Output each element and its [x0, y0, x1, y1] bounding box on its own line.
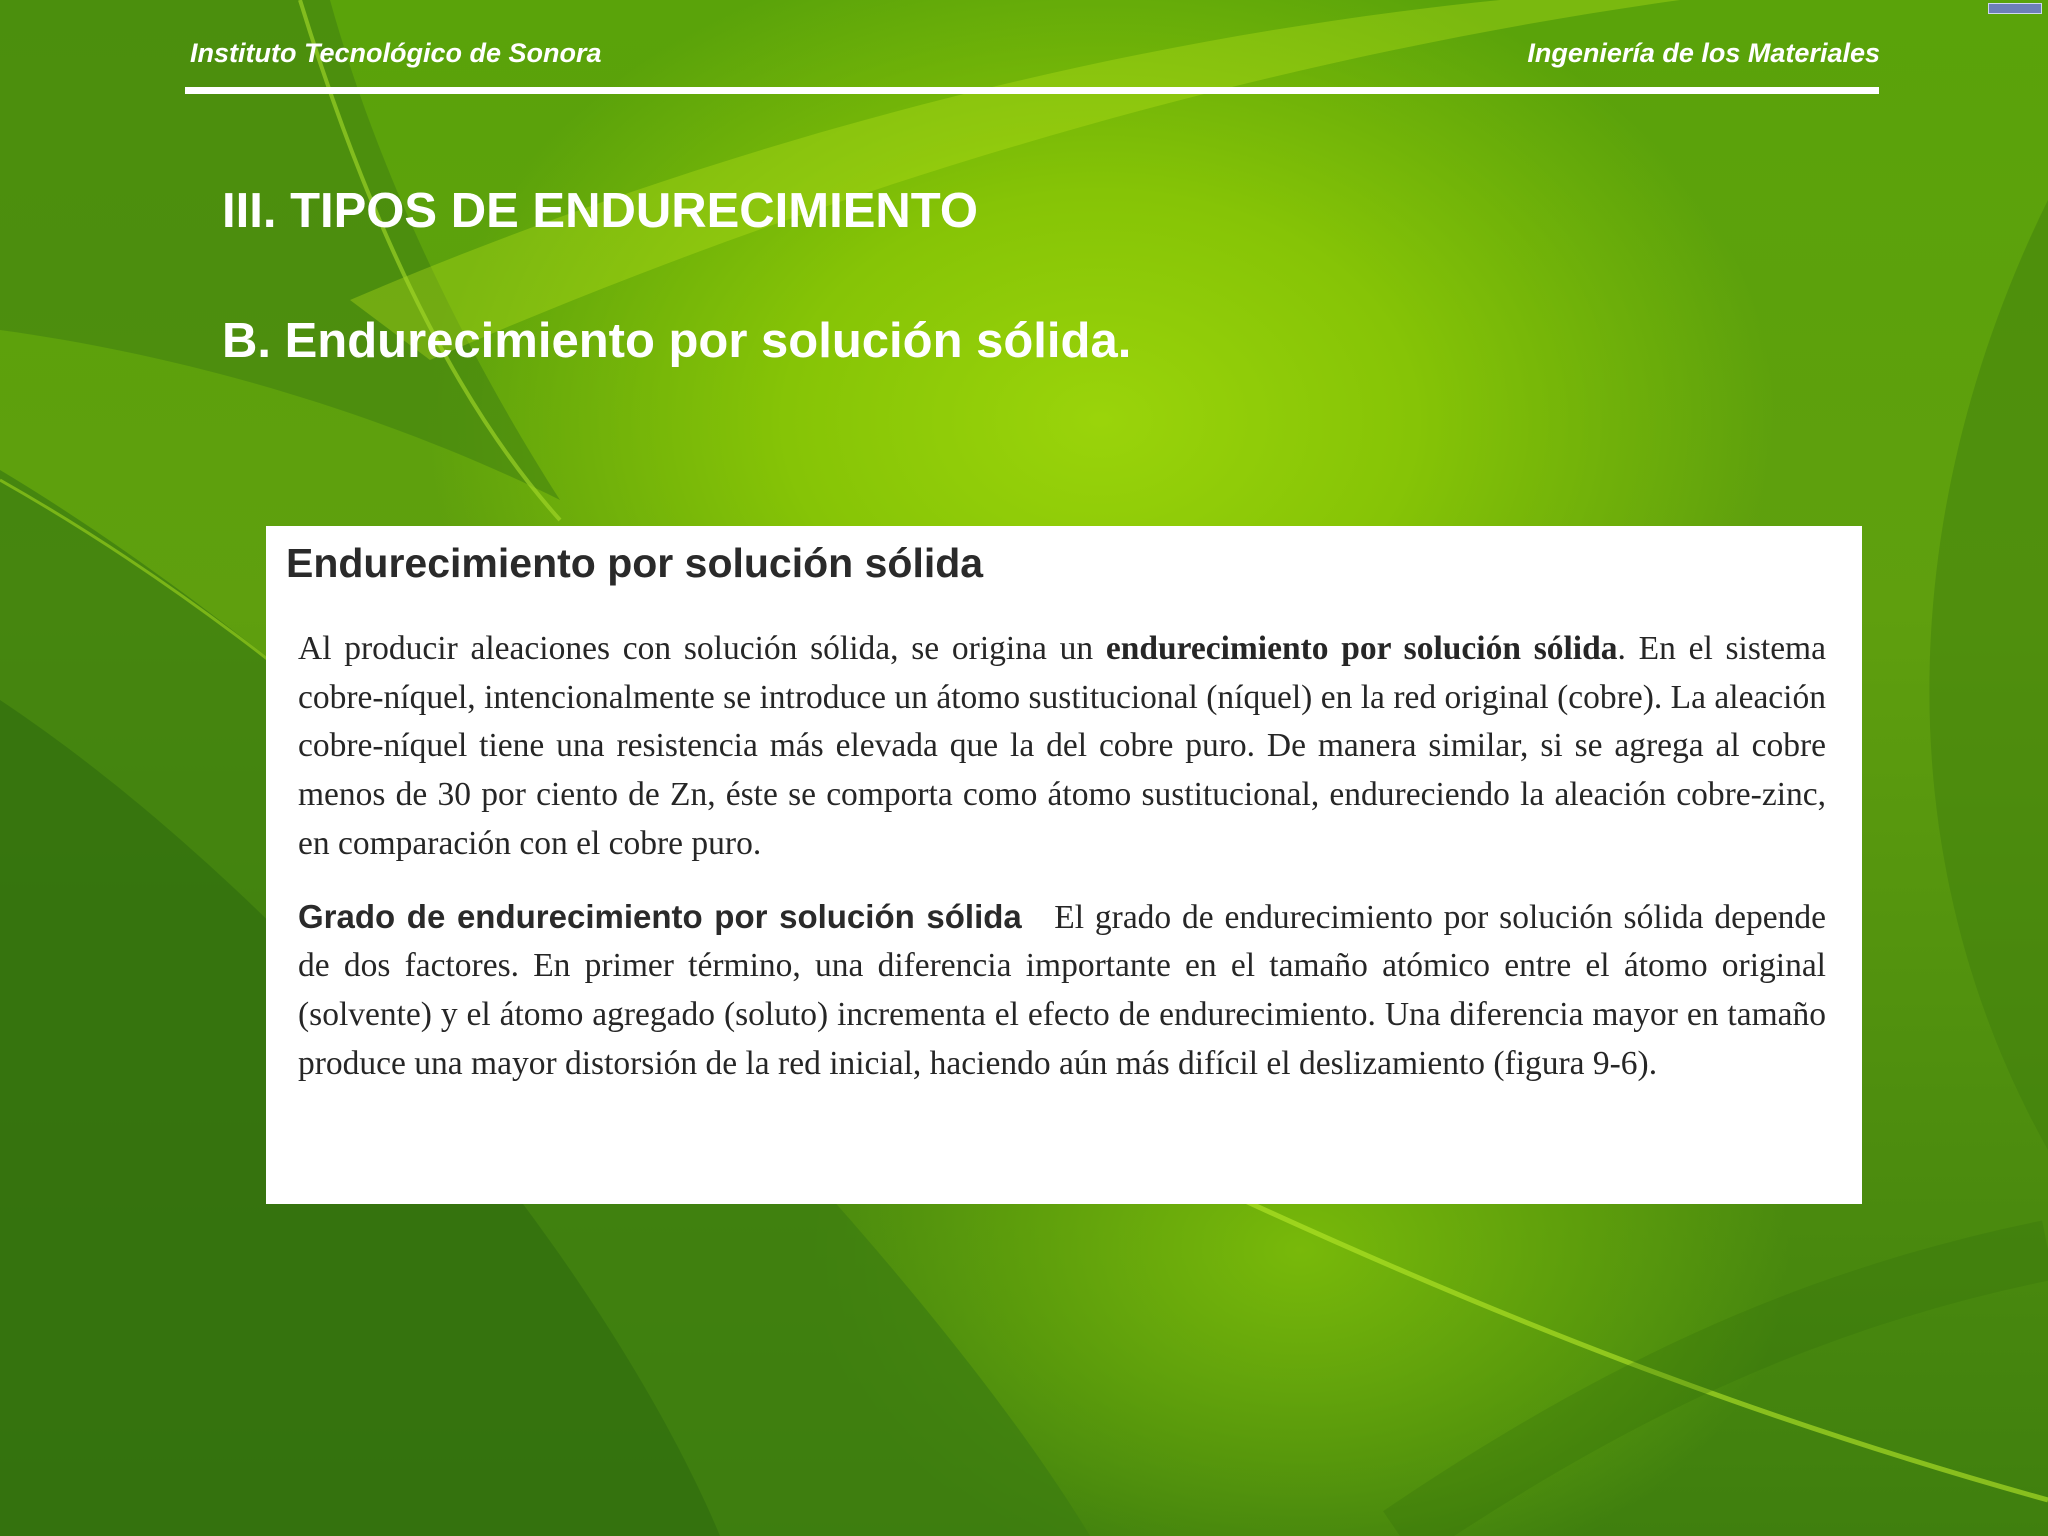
toolbar-badge-icon[interactable]	[1988, 3, 2042, 14]
slide-subtitle: B. Endurecimiento por solución sólida.	[222, 314, 1132, 368]
excerpt-paragraph-2	[298, 893, 1826, 1089]
excerpt-paragraph-1	[298, 625, 1826, 869]
header-institution: Instituto Tecnológico de Sonora	[190, 38, 602, 68]
para1-bold-term: endurecimiento por solución sólida	[1105, 630, 1618, 667]
textbook-excerpt	[266, 526, 1862, 1204]
para2-run-in-heading: Grado de endurecimiento por solución sólida	[298, 897, 1022, 935]
para2-text: El grado de endurecimiento por solución sólida depende de dos factores. En primer término, una diferencia importante en el tamaño atómico entre el átomo original (solvente) y el átomo agregado (soluto) incrementa el efecto de endurecimiento. Una diferencia mayor en tamaño produce una mayor distorsión de la red inicial, haciendo aún más difícil el deslizamiento (figura 9-6).	[298, 898, 1827, 1082]
para1-text-before: Al producir aleaciones con solución sólida, se origina un	[298, 630, 1106, 667]
header-divider	[185, 87, 1879, 94]
excerpt-heading: Endurecimiento por solución sólida	[286, 540, 984, 586]
para1-text-after: . En el sistema cobre-níquel, intencionalmente se introduce un átomo sustitucional (níquel) en la red original (cobre). La aleación cobre-níquel tiene una resistencia más elevada que la del cobre puro. De manera similar, si se agrega al cobre menos de 30 por ciento de Zn, éste se comporta como átomo sustitucional, endureciendo la aleación cobre-zinc, en comparación con el cobre puro.	[298, 630, 1826, 862]
header-course: Ingeniería de los Materiales	[1527, 38, 1880, 68]
slide-title: III. TIPOS DE ENDURECIMIENTO	[222, 184, 978, 238]
